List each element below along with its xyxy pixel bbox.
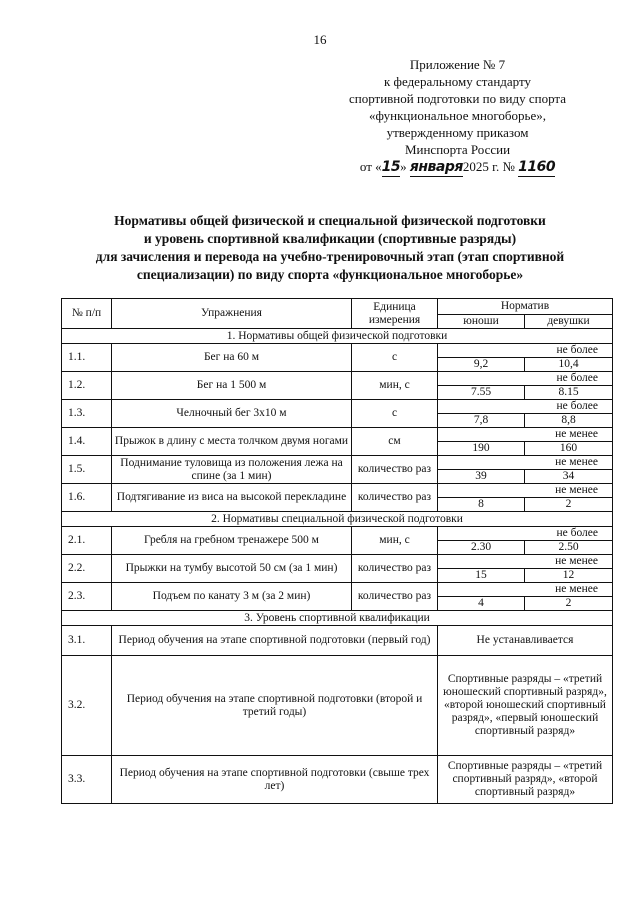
- row-number: 3.1.: [62, 626, 112, 656]
- order-mid: »: [400, 159, 410, 174]
- unit: с: [352, 344, 438, 372]
- boys-value: 9,2: [438, 358, 525, 372]
- title-line: и уровень спортивной квалификации (спортивные разряды): [143, 231, 517, 246]
- qualification-period: Период обучения на этапе спортивной подготовки (первый год): [112, 626, 438, 656]
- qualification-period: Период обучения на этапе спортивной подготовки (свыше трех лет): [112, 756, 438, 804]
- appendix-line: утвержденному приказом: [386, 125, 529, 140]
- boys-value: 7,8: [438, 414, 525, 428]
- section-heading: 2. Нормативы специальной физической подготовки: [62, 512, 613, 527]
- girls-value: 2: [525, 498, 613, 512]
- exercise-name: Подъем по канату 3 м (за 2 мин): [112, 583, 352, 611]
- row-number: 2.3.: [62, 583, 112, 611]
- girls-value: 8,8: [525, 414, 613, 428]
- girls-value: 2.50: [525, 541, 613, 555]
- unit: с: [352, 400, 438, 428]
- girls-value: 12: [525, 569, 613, 583]
- row-number: 1.3.: [62, 400, 112, 428]
- qualification-value: Не устанавливается: [438, 626, 613, 656]
- appendix-line: Приложение № 7: [409, 57, 506, 72]
- qualification-period: Период обучения на этапе спортивной подготовки (второй и третий годы): [112, 656, 438, 756]
- norm-condition: не менее: [438, 555, 613, 569]
- section-heading: 3. Уровень спортивной квалификации: [62, 611, 613, 626]
- page-number: 16: [313, 32, 327, 47]
- order-month: января: [409, 159, 463, 175]
- boys-value: 4: [438, 597, 525, 611]
- appendix-block: [340, 56, 575, 177]
- girls-value: 34: [525, 470, 613, 484]
- exercise-name: Бег на 1 500 м: [112, 372, 352, 400]
- header-exercise: Упражнения: [112, 299, 352, 329]
- row-number: 3.3.: [62, 756, 112, 804]
- title-line: специализации) по виду спорта «функциональное многоборье»: [136, 267, 524, 282]
- norm-condition: не более: [438, 527, 613, 541]
- norm-condition: не более: [438, 372, 613, 386]
- norms-table: [61, 298, 613, 804]
- order-year: 2025 г. №: [462, 159, 515, 174]
- girls-value: 160: [525, 442, 613, 456]
- appendix-line: к федеральному стандарту: [383, 74, 532, 89]
- order-number: 1160: [518, 159, 556, 175]
- header-girls: девушки: [525, 315, 613, 329]
- appendix-line: «функциональное многоборье»,: [369, 108, 546, 123]
- unit: количество раз: [352, 484, 438, 512]
- row-number: 1.2.: [62, 372, 112, 400]
- appendix-line: Минспорта России: [404, 142, 511, 157]
- qualification-value: Спортивные разряды – «третий спортивный разряд», «второй спортивный разряд»: [438, 756, 613, 804]
- exercise-name: Прыжок в длину с места толчком двумя ногами: [112, 428, 352, 456]
- exercise-name: Поднимание туловища из положения лежа на спине (за 1 мин): [112, 456, 352, 484]
- exercise-name: Челночный бег 3х10 м: [112, 400, 352, 428]
- row-number: 1.1.: [62, 344, 112, 372]
- exercise-name: Бег на 60 м: [112, 344, 352, 372]
- order-prefix: от «: [359, 159, 382, 174]
- boys-value: 39: [438, 470, 525, 484]
- girls-value: 8.15: [525, 386, 613, 400]
- boys-value: 15: [438, 569, 525, 583]
- norm-condition: не менее: [438, 456, 613, 470]
- section-heading: 1. Нормативы общей физической подготовки: [62, 329, 613, 344]
- row-number: 1.5.: [62, 456, 112, 484]
- unit: мин, с: [352, 372, 438, 400]
- unit: количество раз: [352, 456, 438, 484]
- header-num: № п/п: [62, 299, 112, 329]
- boys-value: 2.30: [438, 541, 525, 555]
- row-number: 2.1.: [62, 527, 112, 555]
- qualification-value: Спортивные разряды – «третий юношеский спортивный разряд», «второй юношеский спортивный разряд», «первый юношеский спортивный разряд»: [438, 656, 613, 756]
- unit: мин, с: [352, 527, 438, 555]
- norm-condition: не менее: [438, 484, 613, 498]
- exercise-name: Прыжки на тумбу высотой 50 см (за 1 мин): [112, 555, 352, 583]
- norm-condition: не менее: [438, 583, 613, 597]
- unit: см: [352, 428, 438, 456]
- header-unit: Единица измерения: [352, 299, 438, 329]
- header-boys: юноши: [438, 315, 525, 329]
- unit: количество раз: [352, 583, 438, 611]
- norm-condition: не более: [438, 344, 613, 358]
- row-number: 1.6.: [62, 484, 112, 512]
- row-number: 3.2.: [62, 656, 112, 756]
- row-number: 1.4.: [62, 428, 112, 456]
- girls-value: 10,4: [525, 358, 613, 372]
- boys-value: 7.55: [438, 386, 525, 400]
- norm-condition: не менее: [438, 428, 613, 442]
- exercise-name: Подтягивание из виса на высокой перекладине: [112, 484, 352, 512]
- unit: количество раз: [352, 555, 438, 583]
- order-line: [340, 158, 575, 177]
- boys-value: 190: [438, 442, 525, 456]
- document-title: [60, 212, 600, 284]
- row-number: 2.2.: [62, 555, 112, 583]
- exercise-name: Гребля на гребном тренажере 500 м: [112, 527, 352, 555]
- girls-value: 2: [525, 597, 613, 611]
- boys-value: 8: [438, 498, 525, 512]
- header-norm: Норматив: [438, 299, 613, 315]
- title-line: для зачисления и перевода на учебно-тренировочный этап (этап спортивной: [95, 249, 565, 264]
- norm-condition: не более: [438, 400, 613, 414]
- title-line: Нормативы общей физической и специальной физической подготовки: [114, 213, 546, 228]
- appendix-line: спортивной подготовки по виду спорта: [348, 91, 567, 106]
- order-day: 15: [381, 159, 401, 175]
